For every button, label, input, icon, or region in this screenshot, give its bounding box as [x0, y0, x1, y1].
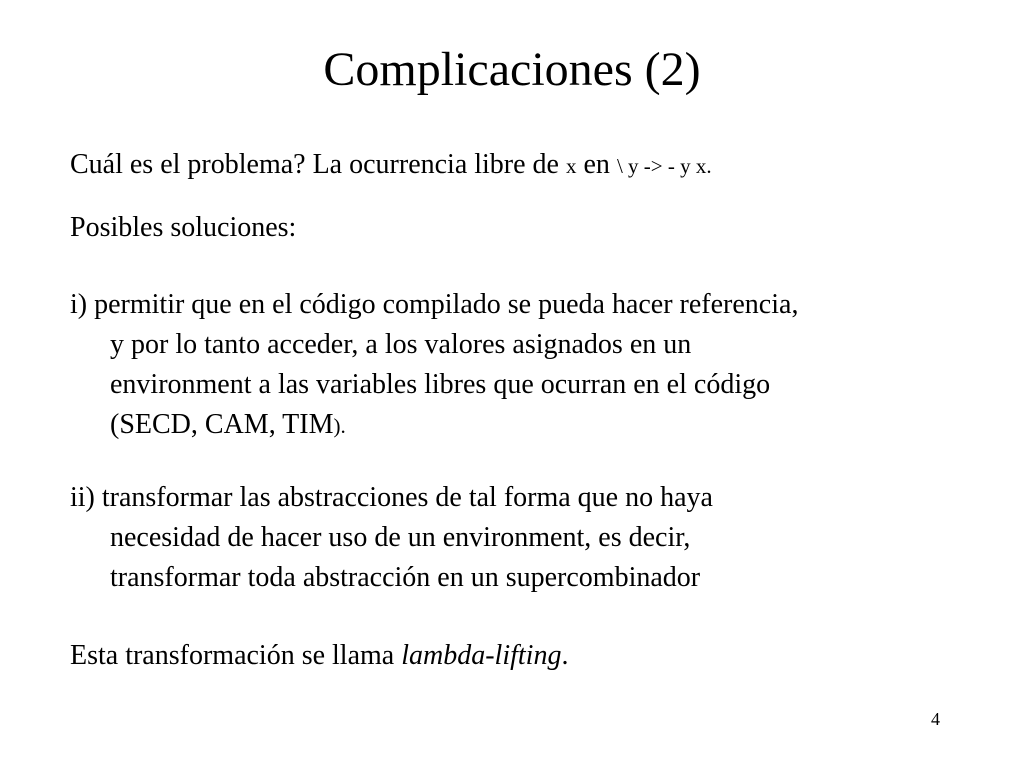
solution-2-line-1: ii) transformar las abstracciones de tal forma que no haya: [70, 482, 713, 513]
question-variable: x: [566, 154, 577, 178]
solution-item-2: [70, 478, 990, 598]
conclusion-suffix: .: [561, 640, 569, 671]
solutions-heading: Posibles soluciones:: [70, 212, 297, 243]
solution-1-line-4-suffix: ).: [333, 414, 346, 438]
conclusion: [70, 636, 990, 676]
page-number: 4: [931, 709, 940, 729]
slide-title: Complicaciones (2): [323, 43, 701, 96]
solution-1-line-1: i) permitir que en el código compilado se pueda hacer referencia,: [70, 289, 799, 320]
solution-2-line-3: transformar toda abstracción en un supercombinador: [110, 562, 701, 593]
solution-1-line-4: [70, 405, 990, 446]
conclusion-term: lambda-lifting: [401, 640, 562, 671]
solution-1-line-3: environment a las variables libres que ocurran en el código: [110, 369, 771, 400]
solution-item-1: [70, 285, 990, 446]
solution-2-line-2: necesidad de hacer uso de un environment, es decir,: [110, 522, 691, 553]
conclusion-prefix: Esta transformación se llama: [70, 640, 402, 671]
solution-1-line-2: y por lo tanto acceder, a los valores asignados en un: [110, 329, 692, 360]
question-expression: \ y -> - y x.: [616, 154, 712, 178]
solution-1-line-4-text: (SECD, CAM, TIM: [110, 409, 334, 440]
question-middle: en: [576, 149, 617, 180]
problem-question: [70, 145, 990, 186]
question-prefix: Cuál es el problema? La ocurrencia libre de: [70, 149, 566, 180]
